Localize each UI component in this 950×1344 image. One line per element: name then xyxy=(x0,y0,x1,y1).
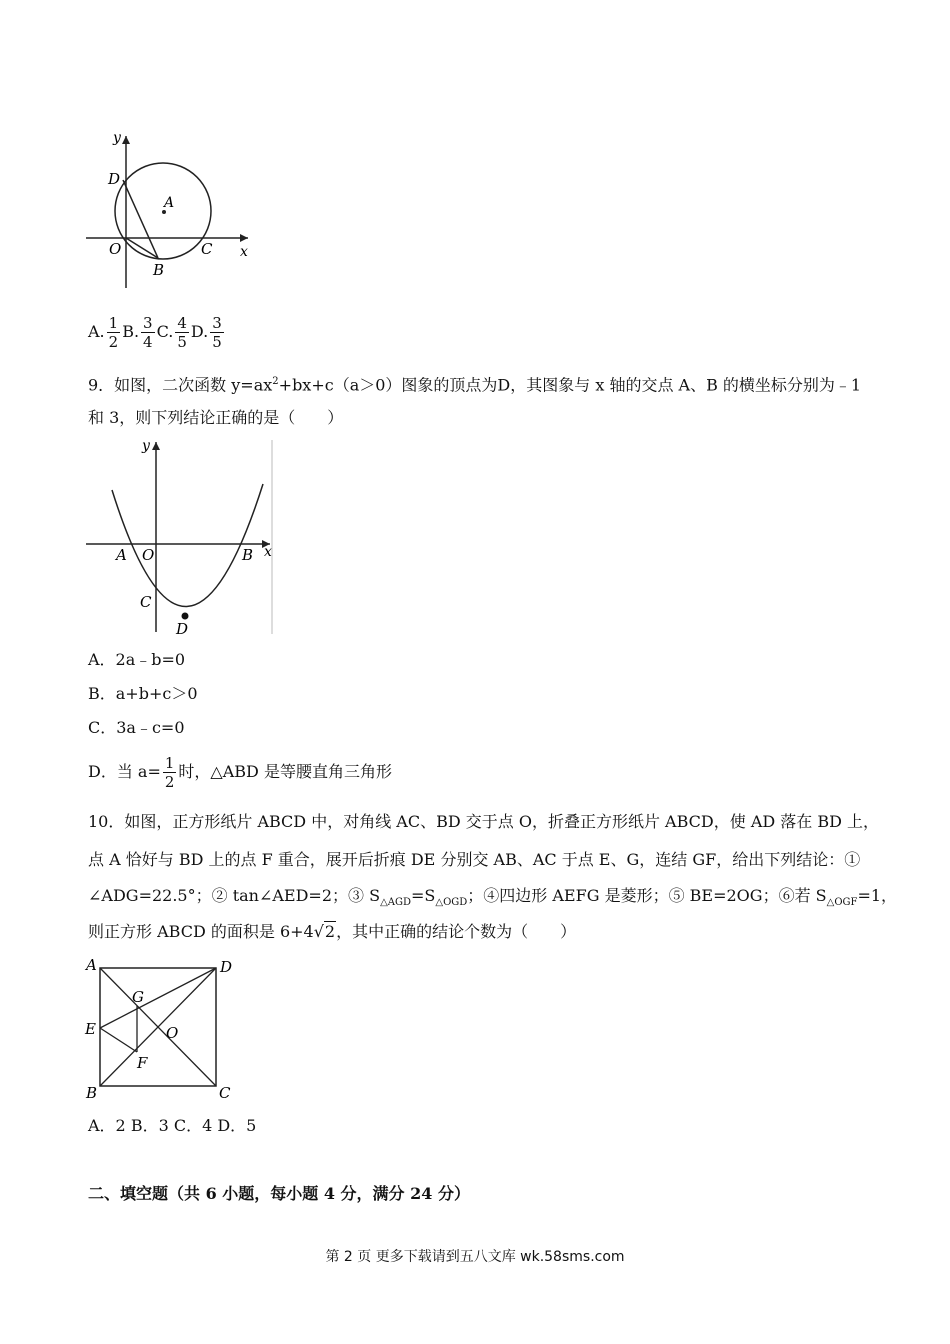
point-g-label: G xyxy=(132,988,144,1006)
q10-options: A．2 B．3 C．4 D．5 xyxy=(88,1116,257,1135)
point-f-label: F xyxy=(137,1054,148,1072)
point-d-label: D xyxy=(108,170,121,188)
point-a-label: A xyxy=(164,195,175,211)
point-e-label: E xyxy=(85,1020,96,1038)
section-heading: 二、填空题（共 6 小题，每小题 4 分，满分 24 分） xyxy=(88,1184,470,1203)
point-o-label: O xyxy=(142,546,155,564)
q9-option-c: C．3a﹣c=0 xyxy=(88,718,185,737)
q9-option-a: A．2a﹣b=0 xyxy=(88,650,186,669)
fraction-d: $\frac{3}{5}$ xyxy=(212,313,222,351)
point-b-label: B xyxy=(86,1084,98,1102)
q10-stem-line3: ∠ADG=22.5°；② tan∠AED=2；③ $S_{\triangle AGD}=S_{\triangle OGD}$；④四边形 AEFG 是菱形；⑤ BE=2OG；⑥若 $S_{\triangle OGF}=1$， xyxy=(88,886,898,909)
point-b-label: B xyxy=(153,261,165,279)
q9-option-d: D．当 a= $\frac{1}{2}$ 时，△ABD 是等腰直角三角形 xyxy=(88,753,392,791)
x-axis-label: x xyxy=(264,544,272,560)
point-c-label: C xyxy=(140,593,152,611)
point-c-label: C xyxy=(219,1084,231,1102)
point-d-label: D xyxy=(220,958,233,976)
y-axis-label: y xyxy=(142,438,150,454)
q8-options: A. $\frac{1}{2}$ B. $\frac{3}{4}$ C. $\frac{4}{5}$ D. $\frac{3}{5}$ xyxy=(88,313,222,351)
x-axis-label: x xyxy=(240,244,248,260)
fraction-b: $\frac{3}{4}$ xyxy=(143,313,153,351)
fraction-half: $\frac{1}{2}$ xyxy=(164,753,175,791)
q9-stem-line2: 和 3，则下列结论正确的是（ ） xyxy=(88,408,344,427)
q9-parabola-figure xyxy=(86,436,278,636)
q10-square-figure xyxy=(84,956,240,1102)
q10-stem-line2: 点 A 恰好与 BD 上的点 F 重合，展开后折痕 DE 分别交 AB、AC 于点 E、G，连结 GF，给出下列结论：① xyxy=(88,850,861,869)
fraction-a: $\frac{1}{2}$ xyxy=(108,313,119,351)
q10-stem-line1: 10．如图，正方形纸片 ABCD 中，对角线 AC、BD 交于点 O，折叠正方形纸片 ABCD，使 AD 落在 BD 上， xyxy=(88,812,880,831)
point-a-label: A xyxy=(116,546,127,564)
sqrt-radicand: 2 xyxy=(324,922,336,941)
q9-option-b: B．a+b+c＞0 xyxy=(88,684,198,703)
q10-stem-line4: 则正方形 ABCD 的面积是 6+4√2，其中正确的结论个数为（ ） xyxy=(88,922,577,941)
point-b-label: B xyxy=(242,546,254,564)
y-axis-label: y xyxy=(113,130,121,146)
q8-circle-figure xyxy=(86,130,256,292)
point-o-label: O xyxy=(166,1024,179,1042)
fraction-c: $\frac{4}{5}$ xyxy=(177,313,187,351)
point-o-label: O xyxy=(109,240,122,258)
point-a-label: A xyxy=(86,956,97,974)
page-footer: 第 2 页 更多下载请到五八文库 wk.58sms.com xyxy=(325,1249,625,1265)
point-d-label: D xyxy=(176,620,189,636)
point-c-label: C xyxy=(201,240,213,258)
q9-stem-line1: 9．如图，二次函数 $y=ax^2+bx+c(a>0)$图象的顶点为D，其图象与 x 轴的交点 A、B 的横坐标分别为﹣1 xyxy=(88,375,862,395)
